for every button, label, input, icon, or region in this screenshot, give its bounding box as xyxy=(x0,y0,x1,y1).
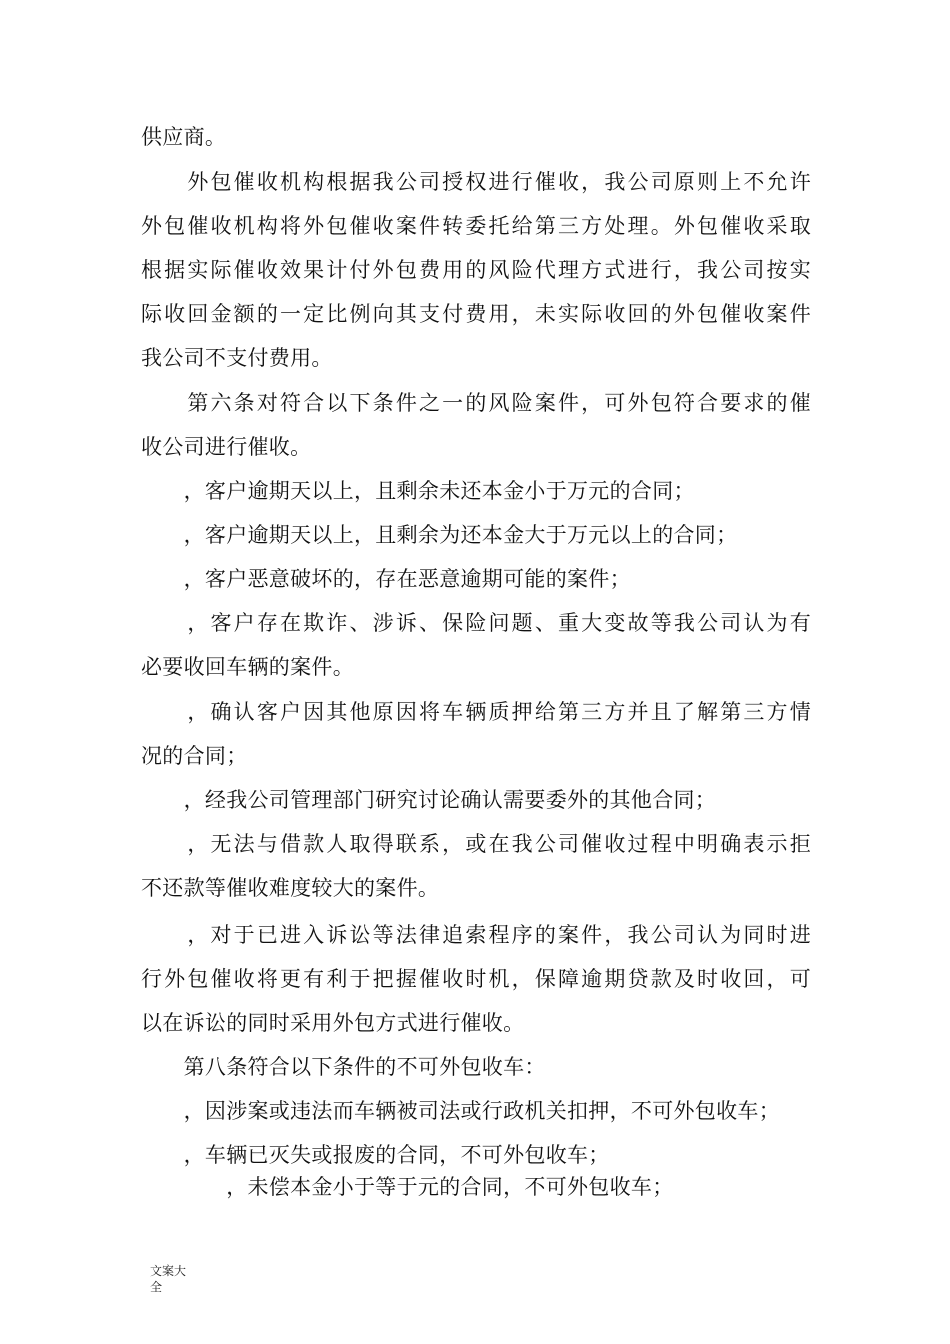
text-line: 供应商。 xyxy=(141,125,227,149)
text-line: 根据实际催收效果计付外包费用的风险代理方式进行，我公司按实 xyxy=(141,258,811,282)
text-line: 我公司不支付费用。 xyxy=(141,346,333,370)
text-line: 第八条符合以下条件的不可外包收车： xyxy=(141,1055,546,1079)
text-line: 外包催收机构将外包催收案件转委托给第三方处理。外包催收采取 xyxy=(141,214,811,238)
text-line: 行外包催收将更有利于把握催收时机，保障逾期贷款及时收回，可 xyxy=(141,967,811,991)
text-line: 必要收回车辆的案件。 xyxy=(141,655,354,679)
text-line: 况的合同； xyxy=(141,744,248,768)
text-line: ，车辆已灭失或报废的合同，不可外包收车； xyxy=(141,1143,610,1167)
text-line: ，客户逾期天以上，且剩余未还本金小于万元的合同； xyxy=(141,479,695,503)
text-line: 外包催收机构根据我公司授权进行催收，我公司原则上不允许 xyxy=(141,170,811,194)
text-line: 第六条对符合以下条件之一的风险案件，可外包符合要求的催 xyxy=(141,391,811,415)
text-line: ，客户逾期天以上，且剩余为还本金大于万元以上的合同； xyxy=(141,523,738,547)
text-line: 以在诉讼的同时采用外包方式进行催收。 xyxy=(141,1011,525,1035)
text-line: ，客户存在欺诈、涉诉、保险问题、重大变故等我公司认为有 xyxy=(141,611,811,635)
text-line: ，对于已进入诉讼等法律追索程序的案件，我公司认为同时进 xyxy=(141,923,811,947)
text-line: 不还款等催收难度较大的案件。 xyxy=(141,876,440,900)
text-line: ，未偿本金小于等于元的合同，不可外包收车； xyxy=(141,1175,674,1199)
text-line: ，经我公司管理部门研究讨论确认需要委外的其他合同； xyxy=(141,788,717,812)
text-line: ，确认客户因其他原因将车辆质押给第三方并且了解第三方情 xyxy=(141,700,811,724)
page-footer xyxy=(150,1263,198,1295)
text-line: ，客户恶意破坏的，存在恶意逾期可能的案件； xyxy=(141,567,631,591)
text-line: 收公司进行催收。 xyxy=(141,435,312,459)
text-line: 际收回金额的一定比例向其支付费用，未实际收回的外包催收案件 xyxy=(141,302,811,326)
text-line: ，因涉案或违法而车辆被司法或行政机关扣押，不可外包收车； xyxy=(141,1099,780,1123)
text-line: ，无法与借款人取得联系，或在我公司催收过程中明确表示拒 xyxy=(141,832,811,856)
footer-line: 全 xyxy=(150,1280,163,1294)
footer-line: 文案大 xyxy=(150,1264,187,1278)
